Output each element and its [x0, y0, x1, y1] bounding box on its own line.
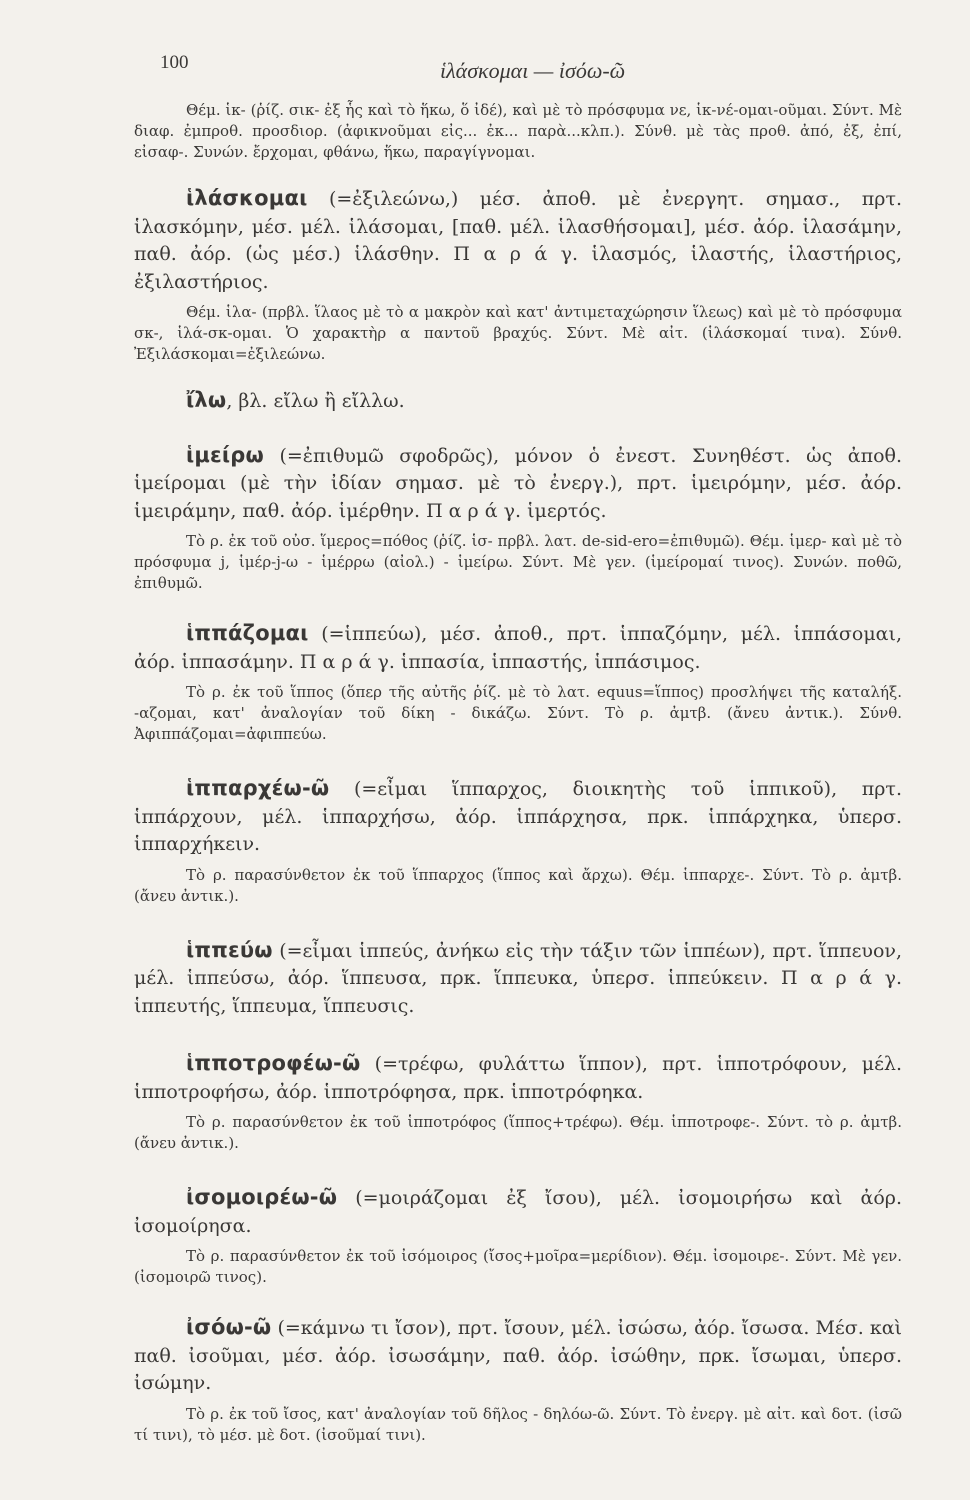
page-content [134, 100, 902, 1446]
entry-headword: ἱμείρω [186, 442, 264, 467]
entry-etymology-note: Τὸ ρ. ἐκ τοῦ ἵππος (ὅπερ τῆς αὐτῆς ῥίζ. μὲ τὸ λατ. equus=ἵππος) προσλήψει τῆς καταλήξ. -αζομαι, κατ' ἀναλογίαν τοῦ δίκη - δικάζω. Σύντ. Τὸ ρ. ἀμτβ. (ἄνευ ἀντικ.). Σύνθ. Ἀφιππάζομαι=ἀφιππεύω. [134, 683, 902, 743]
entry-headline [134, 775, 902, 859]
entry-headline [134, 937, 902, 1021]
entry-grammar: (=κάμνω τι ἴσον), πρτ. ἴσουν, μέλ. ἰσώσω, ἀόρ. ἴσωσα. Μέσ. καὶ παθ. ἰσοῦμαι, μέσ. ἀόρ. ἰσωσάμην, παθ. ἀόρ. ἰσώθην, πρκ. ἴσωμαι, ὑπερσ. ἰσώμην. [134, 1317, 902, 1394]
entry-ippazomai [134, 620, 902, 745]
continuation-note: Θέμ. ἱκ- (ῥίζ. σικ- ἐξ ἧς καὶ τὸ ἥκω, ὅ ἰδέ), καὶ μὲ τὸ πρόσφυμα νε, ἱκ-νέ-ομαι-οῦμαι. Σύντ. Μὲ διαφ. ἐμπροθ. προσδιορ. (ἀφικνοῦμαι εἰς... ἐκ... παρὰ...κλπ.). Σύνθ. μὲ τὰς προθ. ἀπό, ἐξ, ἐπί, εἰσαφ-. Συνών. ἔρχομαι, φθάνω, ἥκω, παραγίγνομαι. [134, 101, 902, 161]
entry-headword: ἱλάσκομαι [186, 186, 308, 210]
entry-grammar: , βλ. εἴλω ἢ εἴλλω. [226, 390, 405, 412]
entry-headline [134, 442, 902, 526]
entry-headword: ἱππαρχέω-ῶ [186, 776, 330, 800]
entry-headword: ἱπποτροφέω-ῶ [186, 1051, 361, 1075]
entry-headline [134, 1050, 902, 1106]
entry-headline [134, 1314, 902, 1398]
entry-grammar: (=εἶμαι ἵππαρχος, διοικητὴς τοῦ ἱππικοῦ), πρτ. ἱππάρχουν, μέλ. ἱππαρχήσω, ἀόρ. ἱππάρχησα, πρκ. ἱππάρχηκα, ὑπερσ. ἱππαρχήκειν. [134, 778, 902, 855]
entry-headline [134, 185, 902, 296]
entry-isoo [134, 1314, 902, 1446]
entry-etymology-note: Τὸ ρ. παρασύνθετον ἐκ τοῦ ἱπποτρόφος (ἵππος+τρέφω). Θέμ. ἱπποτροφε-. Σύντ. τὸ ρ. ἀμτβ. (ἄνευ ἀντικ.). [134, 1113, 902, 1152]
entry-grammar: (=τρέφω, φυλάττω ἵππον), πρτ. ἱπποτρόφουν, μέλ. ἱπποτροφήσω, ἀόρ. ἱπποτρόφησα, πρκ. ἱπποτρόφηκα. [134, 1053, 902, 1103]
page-number: 100 [160, 52, 189, 73]
entry-ippotropheo [134, 1050, 902, 1154]
entry-etymology-note: Τὸ ρ. ἐκ τοῦ ἴσος, κατ' ἀναλογίαν τοῦ δῆλος - δηλόω-ῶ. Σύντ. Τὸ ἐνεργ. μὲ αἰτ. καὶ δοτ. (ἰσῶ τί τινι), τὸ μέσ. μὲ δοτ. (ἰσοῦμαί τινι). [134, 1404, 902, 1444]
entry-grammar: (=μοιράζομαι ἐξ ἴσου), μέλ. ἰσομοιρήσω καὶ ἀόρ. ἰσομοίρησα. [134, 1187, 902, 1237]
entry-imeiro [134, 442, 902, 595]
entry-grammar: (=ἱππεύω), μέσ. ἀποθ., πρτ. ἱππαζόμην, μέλ. ἱππάσομαι, ἀόρ. ἱππασάμην. Π α ρ ά γ. ἱππασία, ἱππαστής, ἱππάσιμος. [134, 623, 902, 673]
entry-headline [134, 387, 902, 416]
entry-headword: ἴλω [186, 388, 227, 412]
entry-grammar: (=εἶμαι ἱππεύς, ἀνήκω εἰς τὴν τάξιν τῶν ἱππέων), πρτ. ἵππευον, μέλ. ἱππεύσω, ἀόρ. ἵππευσα, πρκ. ἵππευκα, ὑπερσ. ἱππεύκειν. Π α ρ ά γ. ἱππευτής, ἵππευμα, ἵππευσις. [134, 939, 902, 1017]
entry-etymology-note: Τὸ ρ. παρασύνθετον ἐκ τοῦ ἵππαρχος (ἵππος καὶ ἄρχω). Θέμ. ἱππαρχε-. Σύντ. Τὸ ρ. ἀμτβ. (ἄνευ ἀντικ.). [134, 865, 902, 905]
entry-isomoireo [134, 1184, 902, 1288]
entry-ippeuo [134, 937, 902, 1021]
entry-headword: ἱππάζομαι [186, 621, 309, 645]
entry-ipparcheo [134, 775, 902, 907]
entry-headword: ἱππεύω [186, 937, 273, 962]
entry-headword: ἰσόω-ῶ [186, 1315, 272, 1339]
entry-headword: ἰσομοιρέω-ῶ [186, 1185, 338, 1209]
entry-etymology-note: Τὸ ρ. παρασύνθετον ἐκ τοῦ ἰσόμοιρος (ἴσος+μοῖρα=μερίδιον). Θέμ. ἰσομοιρε-. Σύντ. Μὲ γεν. (ἰσομοιρῶ τινος). [134, 1247, 902, 1286]
entry-etymology-note: Θέμ. ἱλα- (πρβλ. ἵλαος μὲ τὸ α μακρὸν καὶ κατ' ἀντιμεταχώρησιν ἵλεως) καὶ μὲ τὸ πρόσφυμα σκ-, ἱλά-σκ-ομαι. Ὁ χαρακτὴρ α παντοῦ βραχύς. Σύντ. Μὲ αἰτ. (ἱλάσκομαί τινα). Σύνθ. Ἐξιλάσκομαι=ἐξιλεώνω. [134, 303, 902, 363]
entry-headline [134, 620, 902, 676]
entry-ilo [134, 387, 902, 416]
entry-etymology-note: Τὸ ρ. ἐκ τοῦ οὐσ. ἵμερος=πόθος (ῥίζ. ἱσ- πρβλ. λατ. de-sid-ero=ἐπιθυμῶ). Θέμ. ἱμερ- καὶ μὲ τὸ πρόσφυμα j, ἱμέρ-j-ω - ἱμέρρω (αἰολ.) - ἱμείρω. Σύντ. Μὲ γεν. (ἱμείρομαί τινος). Συνών. ποθῶ, ἐπιθυμῶ. [134, 532, 902, 592]
running-title: ἱλάσκομαι — ἰσόω-ῶ [440, 58, 626, 83]
entry-ilaskomai [134, 185, 902, 365]
entry-headline [134, 1184, 902, 1240]
entry-grammar: (=ἐξιλεώνω,) μέσ. ἀποθ. μὲ ἐνεργητ. σημασ., πρτ. ἱλασκόμην, μέσ. μέλ. ἱλάσομαι, [παθ. μέλ. ἱλασθήσομαι], μέσ. ἀόρ. ἱλασάμην, παθ. ἀόρ. (ὡς μέσ.) ἱλάσθην. Π α ρ ά γ. ἱλασμός, ἱλαστής, ἱλαστήριος, ἐξιλαστήριος. [134, 188, 902, 293]
entry-grammar: (=ἐπιθυμῶ σφοδρῶς), μόνον ὁ ἐνεστ. Συνηθέστ. ὡς ἀποθ. ἱμείρομαι (μὲ τὴν ἰδίαν σημασ. μὲ τὸ ἐνεργ.), πρτ. ἱμειρόμην, μέσ. ἀόρ. ἱμειράμην, παθ. ἀόρ. ἱμέρθην. Π α ρ ά γ. ἱμερτός. [134, 444, 902, 522]
